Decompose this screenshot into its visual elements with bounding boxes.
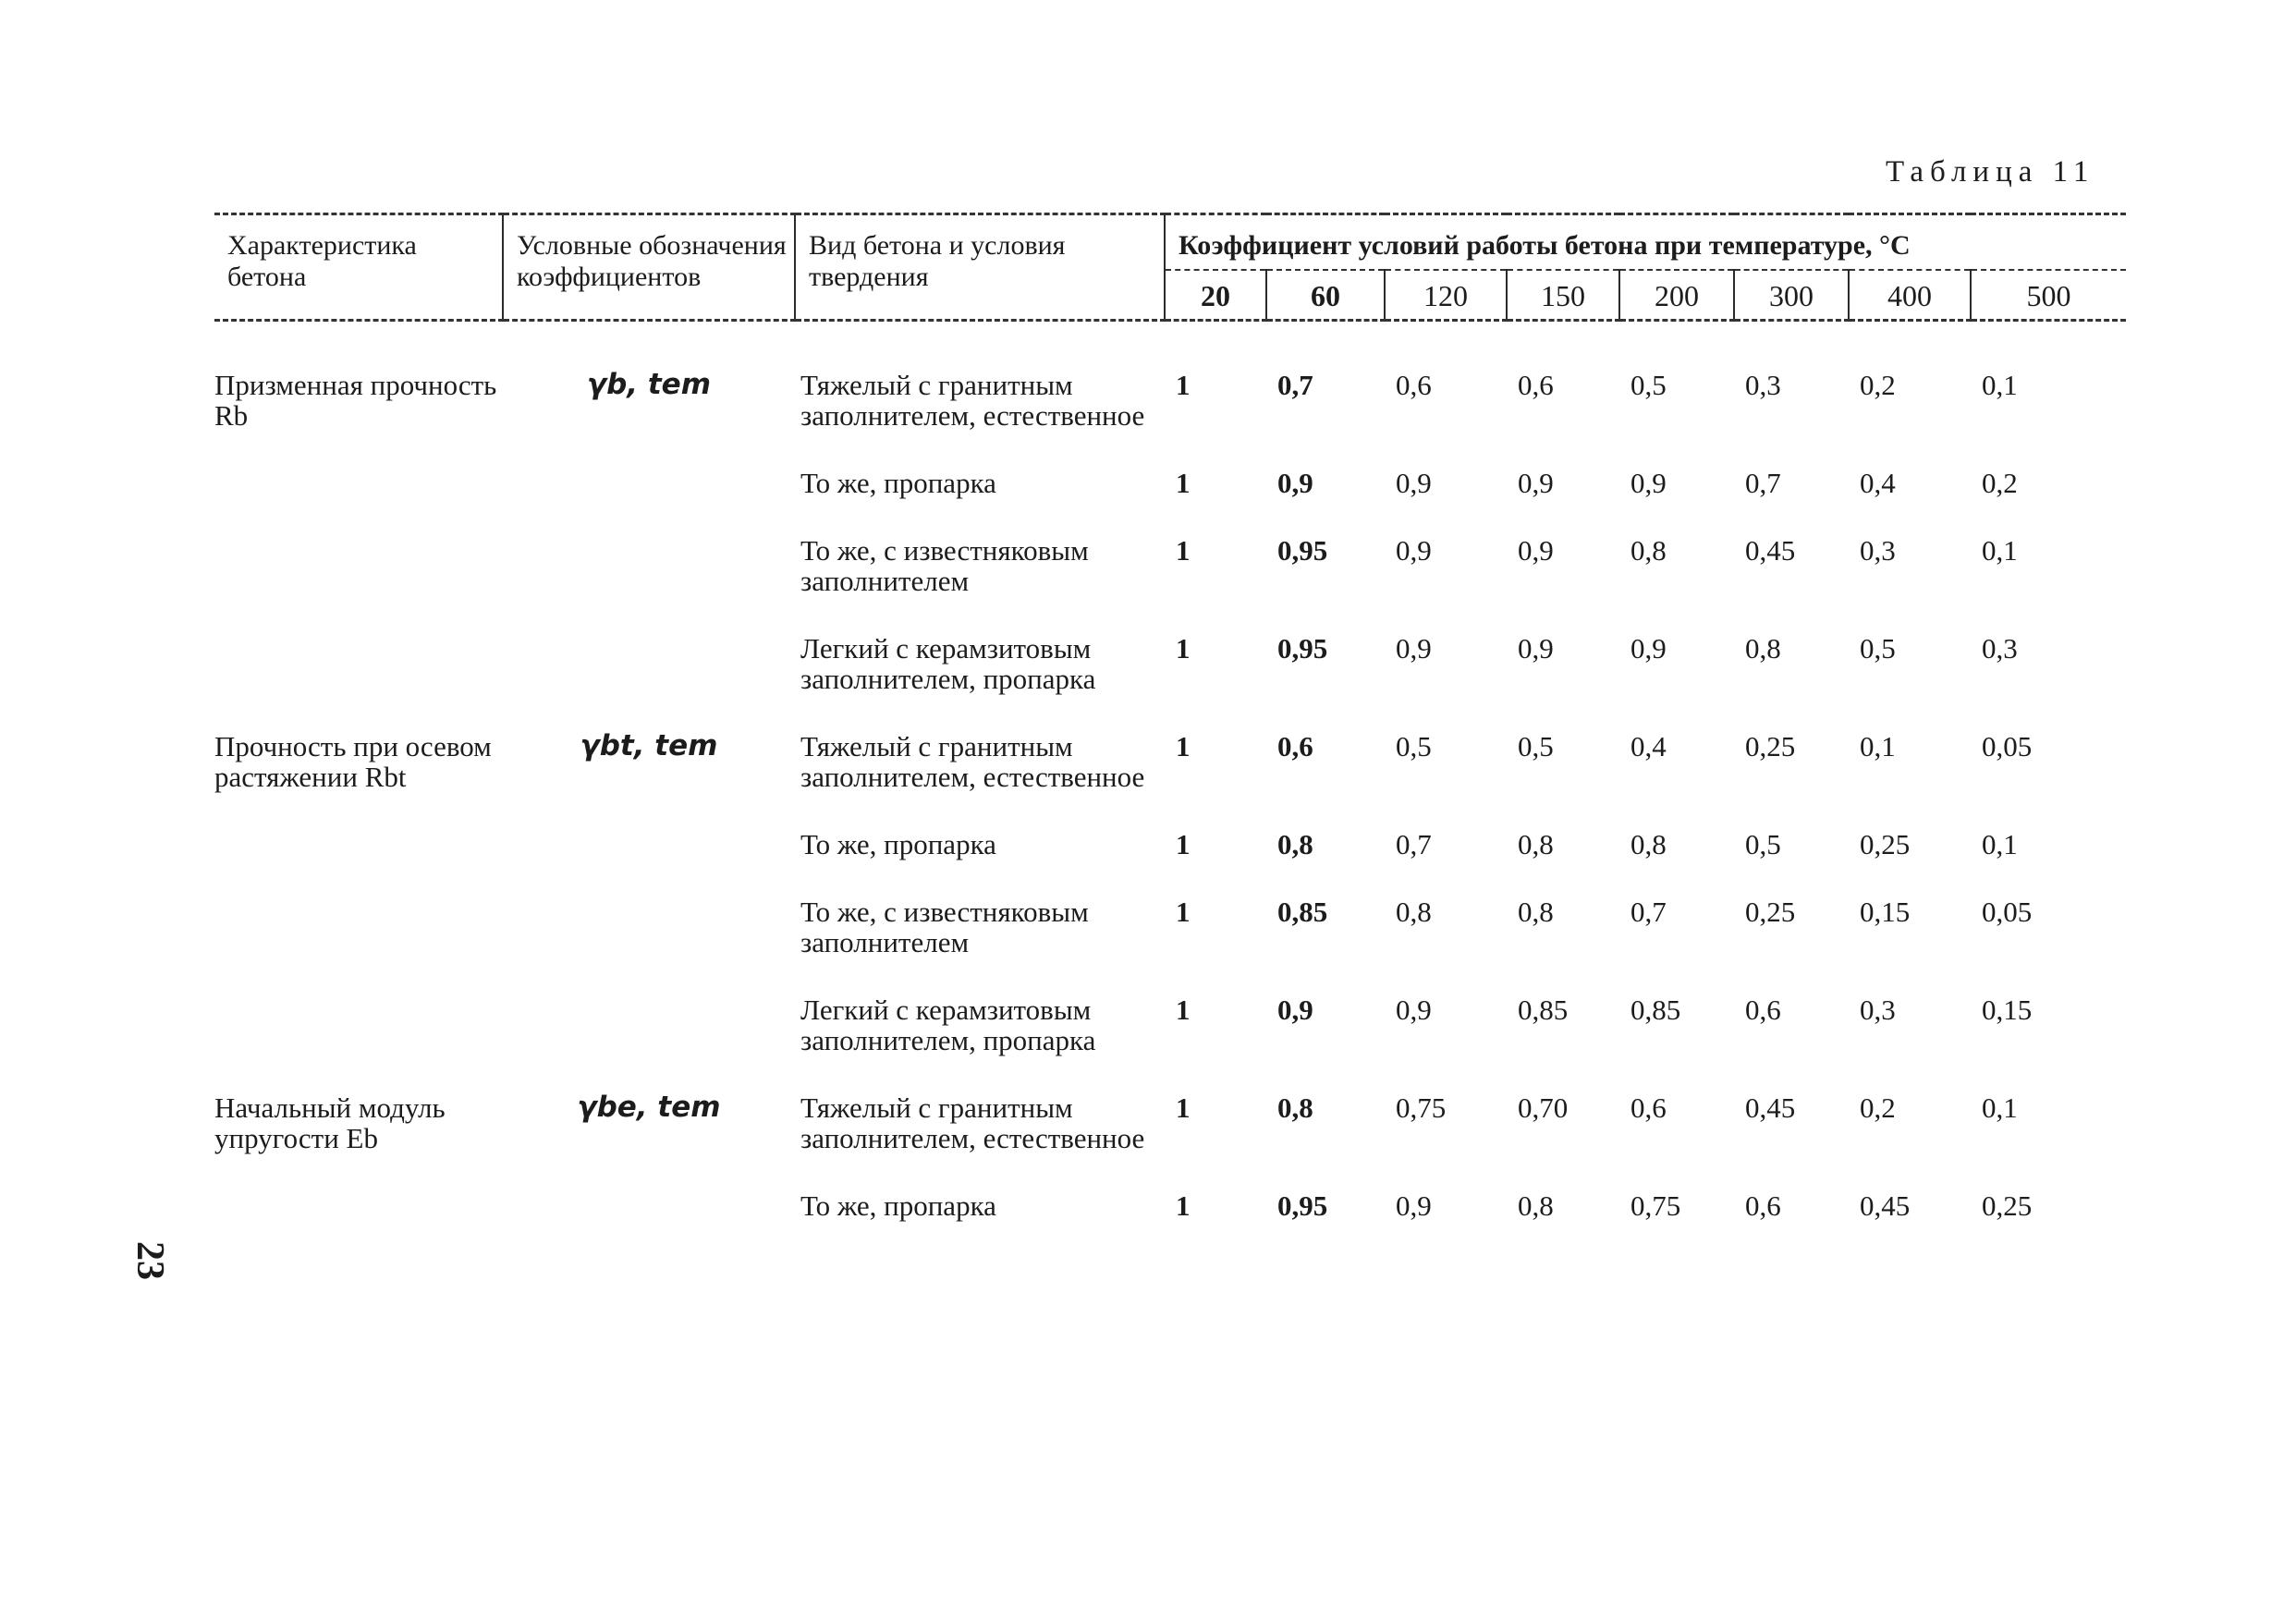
value-cell: 0,45	[1745, 534, 1796, 567]
value-cell: 0,85	[1277, 896, 1328, 928]
value-cell: 1	[1176, 1091, 1191, 1124]
table-row	[214, 1072, 2126, 1170]
value-cell: 0,1	[1982, 534, 2018, 567]
header-temp-120: 120	[1385, 270, 1507, 321]
value-cell: 0,45	[1860, 1189, 1911, 1222]
header-coefficient-group: Коэффициент условий работы бетона при температуре, °С	[1165, 214, 2126, 271]
value-cell: 0,1	[1860, 730, 1896, 762]
value-cell: 0,5	[1518, 730, 1554, 762]
header-temp-200: 200	[1619, 270, 1734, 321]
page-number: 23	[128, 1241, 171, 1280]
header-concrete-type: Вид бетона и условия твердения	[795, 214, 1165, 321]
header-temp-60: 60	[1266, 270, 1385, 321]
table-row	[214, 711, 2126, 809]
value-cell: 0,70	[1518, 1091, 1569, 1124]
concrete-type-cell: Легкий с керамзитовым заполнителем, пропарка	[800, 994, 1096, 1056]
value-cell: 0,6	[1277, 730, 1313, 762]
value-cell: 0,4	[1860, 467, 1896, 499]
value-cell: 0,3	[1982, 632, 2018, 665]
value-cell: 0,15	[1982, 994, 2033, 1026]
value-cell: 0,6	[1745, 1189, 1781, 1222]
value-cell: 0,1	[1982, 369, 2018, 401]
value-cell: 0,9	[1396, 632, 1432, 665]
value-cell: 0,2	[1860, 369, 1896, 401]
value-cell: 0,9	[1396, 994, 1432, 1026]
value-cell: 1	[1176, 467, 1191, 499]
value-cell: 0,75	[1630, 1189, 1681, 1222]
value-cell: 0,3	[1860, 994, 1896, 1026]
value-cell: 0,1	[1982, 1091, 2018, 1124]
value-cell: 0,9	[1630, 632, 1667, 665]
value-cell: 0,45	[1745, 1091, 1796, 1124]
header-temp-500: 500	[1971, 270, 2126, 321]
value-cell: 0,95	[1277, 534, 1328, 567]
value-cell: 0,25	[1982, 1189, 2033, 1222]
value-cell: 0,6	[1630, 1091, 1667, 1124]
concrete-type-cell: Легкий с керамзитовым заполнителем, пропарка	[800, 632, 1096, 695]
value-cell: 0,95	[1277, 632, 1328, 665]
value-cell: 0,8	[1518, 1189, 1554, 1222]
value-cell: 0,5	[1860, 632, 1896, 665]
table-row	[214, 349, 2126, 447]
header-temp-400: 400	[1849, 270, 1971, 321]
value-cell: 0,7	[1396, 828, 1432, 860]
concrete-type-cell: Тяжелый с гранитным заполнителем, естественное	[800, 1091, 1145, 1154]
value-cell: 1	[1176, 534, 1191, 567]
header-temp-20: 20	[1165, 270, 1266, 321]
value-cell: 0,1	[1982, 828, 2018, 860]
value-cell: 0,25	[1745, 730, 1796, 762]
value-cell: 1	[1176, 994, 1191, 1026]
value-cell: 0,8	[1277, 1091, 1313, 1124]
coefficient-symbol: γbt, tem	[580, 729, 718, 762]
coefficient-table	[214, 213, 2126, 1238]
concrete-type-cell: То же, пропарка	[800, 467, 996, 499]
value-cell: 0,5	[1745, 828, 1781, 860]
value-cell: 0,7	[1630, 896, 1667, 928]
value-cell: 0,7	[1745, 467, 1781, 499]
concrete-type-cell: То же, пропарка	[800, 1189, 996, 1222]
value-cell: 0,95	[1277, 1189, 1328, 1222]
value-cell: 1	[1176, 369, 1191, 401]
value-cell: 0,9	[1396, 534, 1432, 567]
coefficient-symbol: γb, tem	[586, 368, 712, 401]
value-cell: 0,3	[1860, 534, 1896, 567]
header-temp-150: 150	[1507, 270, 1619, 321]
value-cell: 1	[1176, 632, 1191, 665]
value-cell: 0,8	[1745, 632, 1781, 665]
value-cell: 0,8	[1518, 828, 1554, 860]
value-cell: 0,9	[1518, 632, 1554, 665]
value-cell: 1	[1176, 1189, 1191, 1222]
value-cell: 1	[1176, 828, 1191, 860]
value-cell: 0,8	[1630, 828, 1667, 860]
value-cell: 0,8	[1396, 896, 1432, 928]
value-cell: 0,9	[1277, 467, 1313, 499]
value-cell: 0,05	[1982, 896, 2033, 928]
value-cell: 0,4	[1630, 730, 1667, 762]
value-cell: 0,6	[1518, 369, 1554, 401]
value-cell: 0,05	[1982, 730, 2033, 762]
value-cell: 0,8	[1630, 534, 1667, 567]
value-cell: 0,5	[1396, 730, 1432, 762]
characteristic-cell: Прочность при осевом растяжении Rbt	[214, 730, 492, 793]
header-characteristic: Характеристика бетона	[214, 214, 503, 321]
value-cell: 0,8	[1277, 828, 1313, 860]
concrete-type-cell: То же, с известняковым заполнителем	[800, 534, 1089, 597]
value-cell: 1	[1176, 730, 1191, 762]
concrete-type-cell: То же, пропарка	[800, 828, 996, 860]
value-cell: 0,9	[1396, 1189, 1432, 1222]
value-cell: 0,25	[1860, 828, 1911, 860]
value-cell: 0,25	[1745, 896, 1796, 928]
value-cell: 0,9	[1277, 994, 1313, 1026]
value-cell: 0,5	[1630, 369, 1667, 401]
value-cell: 0,85	[1518, 994, 1569, 1026]
value-cell: 0,9	[1518, 534, 1554, 567]
concrete-type-cell: Тяжелый с гранитным заполнителем, естественное	[800, 730, 1145, 793]
value-cell: 0,75	[1396, 1091, 1447, 1124]
table-caption: Таблица 11	[1886, 155, 2095, 189]
header-designation: Условные обозначения коэффициентов	[503, 214, 795, 321]
concrete-type-cell: Тяжелый с гранитным заполнителем, естественное	[800, 369, 1145, 432]
value-cell: 0,9	[1396, 467, 1432, 499]
value-cell: 0,7	[1277, 369, 1313, 401]
characteristic-cell: Начальный модуль упругости Eb	[214, 1091, 446, 1154]
value-cell: 0,6	[1396, 369, 1432, 401]
value-cell: 0,8	[1518, 896, 1554, 928]
characteristic-cell: Призменная прочность Rb	[214, 369, 497, 432]
coefficient-symbol: γbe, tem	[577, 1091, 721, 1124]
value-cell: 0,3	[1745, 369, 1781, 401]
value-cell: 1	[1176, 896, 1191, 928]
value-cell: 0,9	[1630, 467, 1667, 499]
value-cell: 0,85	[1630, 994, 1681, 1026]
value-cell: 0,9	[1518, 467, 1554, 499]
header-temp-300: 300	[1734, 270, 1849, 321]
value-cell: 0,15	[1860, 896, 1911, 928]
value-cell: 0,2	[1982, 467, 2018, 499]
value-cell: 0,6	[1745, 994, 1781, 1026]
concrete-type-cell: То же, с известняковым заполнителем	[800, 896, 1089, 958]
value-cell: 0,2	[1860, 1091, 1896, 1124]
